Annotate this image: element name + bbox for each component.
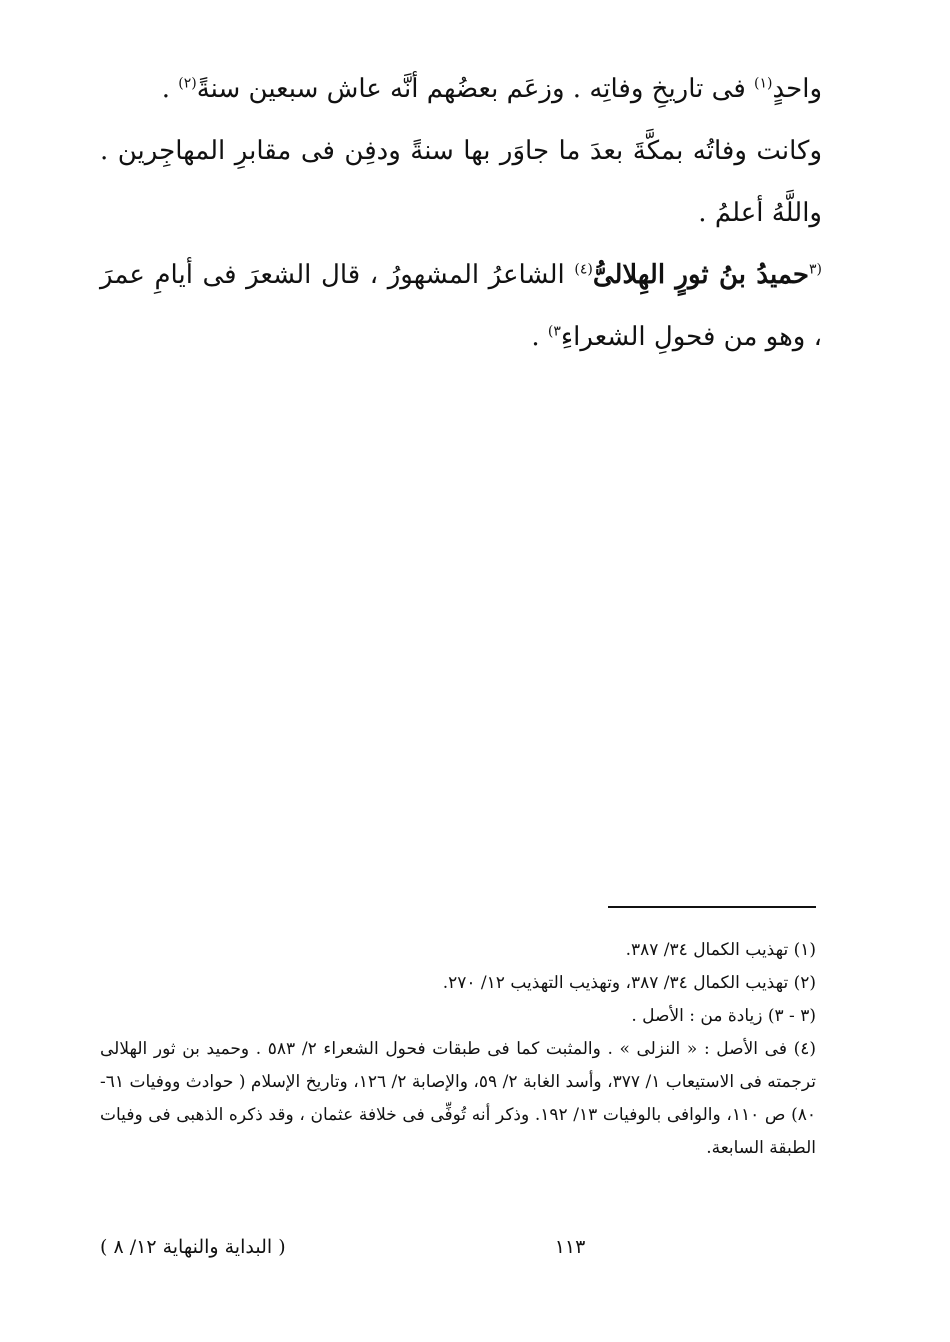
running-title: ( البداية والنهاية ١٢/ ٨ ) <box>100 1236 286 1258</box>
footnote-ref-4: (٤) <box>574 261 593 278</box>
entry-name: حميدُ بنُ ثورٍ الهِلالىُّ <box>592 260 809 290</box>
footnote-1: (١) تهذيب الكمال ٣٤/ ٣٨٧. <box>625 940 816 960</box>
paragraph-1-text-c: . <box>161 74 179 104</box>
footnote-ref-3-open: (٣ <box>809 261 822 278</box>
page-number: ١١٣ <box>554 1236 586 1258</box>
paragraph-2-text: وكانت وفاتُه بمكَّةَ بعدَ ما جاوَر بها سنةً ودفِن فى مقابرِ المهاجِرين . واللَّهُ أعلمُ . <box>100 136 822 228</box>
footnote-ref-2: (٢) <box>178 75 197 92</box>
paragraph-3-end: . <box>531 322 548 352</box>
paragraph-2 <box>100 120 822 244</box>
footnotes <box>100 934 816 1165</box>
paragraph-3-text: الشاعرُ المشهورُ ، قال الشعرَ فى أيامِ عمرَ ، وهو من فحولِ الشعراءِ <box>100 260 822 352</box>
footnote-ref-3-close: ٣) <box>547 323 561 340</box>
paragraph-1-text-a: واحدٍ <box>772 74 822 104</box>
footnote-2: (٢) تهذيب الكمال ٣٤/ ٣٨٧، وتهذيب التهذيب ١٢/ ٢٧٠. <box>442 973 816 993</box>
paragraph-1-text-b: فى تاريخِ وفاتِه . وزعَم بعضُهم أنَّه عاش سبعين سنةً <box>196 74 755 104</box>
footnote-4: (٤) فى الأصل : « النزلى » . والمثبت كما فى طبقات فحول الشعراء ٢/ ٥٨٣ . وحميد بن ثور الهلالى ترجمته فى الاستيعاب ١/ ٣٧٧، وأسد الغابة ٢/ ٥٩، والإصابة ٢/ ١٢٦، وتاريخ الإسلام ( حوادث ووفيات ٦١- ٨٠) ص ١١٠، والوافى بالوفيات ١٣/ ١٩٢. وذكر أنه تُوفِّى فى خلافة عثمان ، وقد ذكره الذهبى فى وفيات الطبقة السابعة. <box>100 1039 816 1158</box>
paragraph-1 <box>100 58 822 120</box>
main-text <box>100 58 822 368</box>
page-footer <box>100 1236 816 1266</box>
paragraph-3 <box>100 244 822 368</box>
footnote-3: (٣ - ٣) زيادة من : الأصل . <box>631 1006 816 1026</box>
footnote-ref-1: (١) <box>754 75 773 92</box>
footnote-divider <box>608 906 816 908</box>
